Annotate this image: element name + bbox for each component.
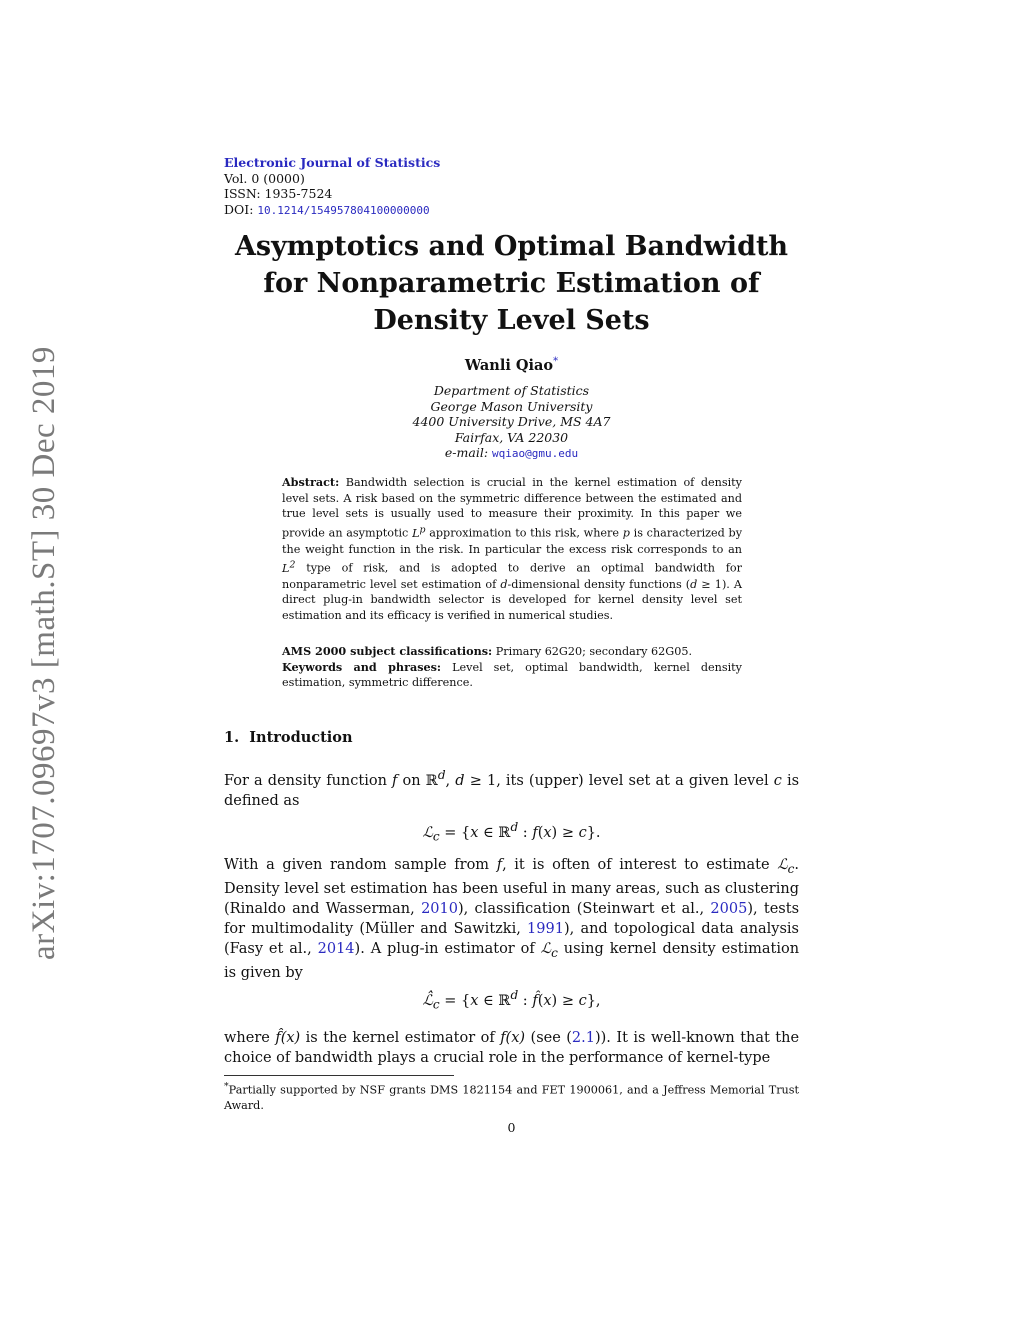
page-number: 0 [507, 1120, 516, 1135]
math-d-geq-1: d [690, 577, 698, 591]
abstract-text: ). A direct plug-in bandwidth selector is developed for kernel density level set estimation and its efficacy is verified in numerical studies. [282, 577, 742, 623]
math-Lc: ℒ$_c$ [540, 940, 558, 960]
keywords [282, 660, 742, 691]
text: ), classification (Steinwart et al., [457, 900, 705, 917]
ams-label: AMS 2000 subject classifications: [282, 644, 493, 658]
math-c: c [773, 772, 782, 789]
math-L2: $L^2$ [282, 559, 296, 575]
abstract-text: type of risk, and is adopted to derive an optimal bandwidth for nonparametric level set estimation of [282, 561, 743, 591]
equation-plugin-estimator: $ℒ̂_c = \{x$ ∈ ℝ$^d$ : f̂(x) ≥ c}, [422, 988, 601, 1012]
title-line: Density Level Sets [373, 305, 650, 336]
affiliation-block [224, 383, 799, 462]
text: where [224, 1030, 270, 1046]
doi-link[interactable]: 10.1214/154957804100000000 [257, 203, 430, 217]
title-line: Asymptotics and Optimal Bandwidth [234, 231, 789, 262]
keywords-text: Level set, optimal bandwidth, kernel density estimation, symmetric difference. [282, 660, 742, 690]
abstract-text: is characterized by the weight function in the risk. In particular the excess risk corresponds to an [282, 526, 743, 556]
citation-link[interactable]: 2014 [317, 940, 355, 957]
math-d: d [500, 577, 508, 591]
journal-volume: Vol. 0 (0000) [224, 170, 305, 186]
text: . Density level set estimation has been useful in many areas, such as clustering (Rinaldo and Wasserman, [224, 857, 800, 917]
math-fhat-x: f̂(x) [275, 1030, 301, 1046]
affiliation-line: Department of Statistics [433, 383, 590, 398]
equation-level-set: ℒ$_c$ = {x ∈ ℝ$^d$ : f(x) ≥ c}. [422, 820, 601, 844]
affiliation-line: 4400 University Drive, MS 4A7 [412, 414, 611, 430]
text: )). It is well-known that the choice of bandwidth plays a crucial role in the performance of kernel-type [224, 1030, 800, 1066]
author-footnote-mark[interactable]: * [553, 356, 559, 367]
ams-classification [282, 644, 742, 660]
intro-paragraph-2 [224, 855, 799, 983]
math-p: p [622, 526, 630, 540]
doi-label: DOI: [224, 201, 254, 217]
abstract-text: -dimensional density functions ( [507, 577, 691, 591]
math-Lc: ℒ$_c$ [777, 857, 795, 876]
classification-block [282, 644, 742, 691]
text: With a given random sample from [224, 857, 490, 873]
section-number: 1. [224, 729, 240, 746]
text: For a density function [224, 772, 387, 789]
text: is defined as [224, 772, 800, 809]
text: ), tests for multimodality (Müller and Sawitzki, [224, 900, 800, 937]
abstract-text: Bandwidth selection is crucial in the kernel estimation of density level sets. A risk based on the symmetric difference between the estimated and true level sets is usually used to measure their proximity. In this paper we provide an asymptotic [282, 476, 742, 540]
footnote [224, 1079, 799, 1113]
text: using kernel density estimation is given by [224, 940, 800, 981]
journal-header [224, 155, 440, 218]
text: ). A plug-in estimator of [354, 940, 535, 957]
email-line [224, 445, 799, 462]
author-name-text: Wanli Qiao [464, 356, 554, 374]
footnote-text: Partially supported by NSF grants DMS 1821154 and FET 1900061, and a Jeffress Memorial Trust Award. [224, 1083, 799, 1112]
affiliation-line: Fairfax, VA 22030 [454, 429, 569, 445]
ams-text: Primary 62G20; secondary 62G05. [495, 645, 693, 658]
math-Lp: $L^p$ [412, 524, 426, 540]
journal-name[interactable]: Electronic Journal of Statistics [224, 155, 441, 170]
abstract: Abstract: Bandwidth selection is crucial in the kernel estimation of density level sets. A risk based on the symmetric difference between the estimated and true level sets is usually used to measure their proximity. In this paper we provide an asymptotic $L^p$ approximation to this risk, where p is characterized by the weight function in the risk. In particular the excess risk corresponds to an $L^2$ type of risk, and is adopted to derive an optimal bandwidth for nonparametric level set estimation of d-dimensional density functions (d ≥ 1). A direct plug-in bandwidth selector is developed for kernel density level set estimation and its efficacy is verified in numerical studies. [282, 475, 743, 623]
arxiv-sidebar-stamp: arXiv:1707.09697v3 [math.ST] 30 Dec 2019 [26, 346, 62, 960]
abstract-label: Abstract: [282, 475, 340, 489]
math-f: f [392, 772, 398, 789]
intro-paragraph-3 [224, 1028, 799, 1068]
section-title: Introduction [249, 729, 353, 746]
text: is the kernel estimator of [305, 1030, 495, 1046]
intro-paragraph-1 [224, 765, 799, 811]
equation-ref-link[interactable]: 2.1 [571, 1030, 595, 1046]
text: ), and topological data analysis (Fasy et al., [224, 920, 799, 957]
keywords-label: Keywords and phrases: [282, 659, 442, 674]
author-name [224, 356, 799, 374]
footnote-rule [224, 1075, 454, 1076]
citation-link[interactable]: 1991 [527, 920, 564, 937]
journal-issn: ISSN: 1935-7524 [224, 186, 333, 201]
text: on [402, 772, 421, 789]
math-f-x: f(x) [500, 1030, 526, 1046]
citation-link[interactable]: 2010 [421, 900, 458, 917]
abstract-text: approximation to this risk, where [429, 526, 619, 540]
email-link[interactable]: wqiao@gmu.edu [492, 447, 579, 461]
math-Rd: ℝ$^d$, d ≥ 1 [425, 768, 497, 789]
footnote-mark: * [224, 1081, 229, 1092]
text: , it is often of interest to estimate [502, 857, 770, 873]
text: , its (upper) level set at a given level [496, 772, 769, 789]
journal-doi-line [224, 202, 440, 219]
math-f: f [496, 857, 503, 873]
affiliation-line: George Mason University [430, 398, 593, 414]
citation-link[interactable]: 2005 [710, 900, 748, 917]
title-line: for Nonparametric Estimation of [263, 268, 760, 299]
section-heading [224, 729, 353, 746]
text: (see ( [530, 1030, 572, 1046]
paper-title [224, 228, 799, 339]
email-label: e-mail: [444, 445, 489, 461]
